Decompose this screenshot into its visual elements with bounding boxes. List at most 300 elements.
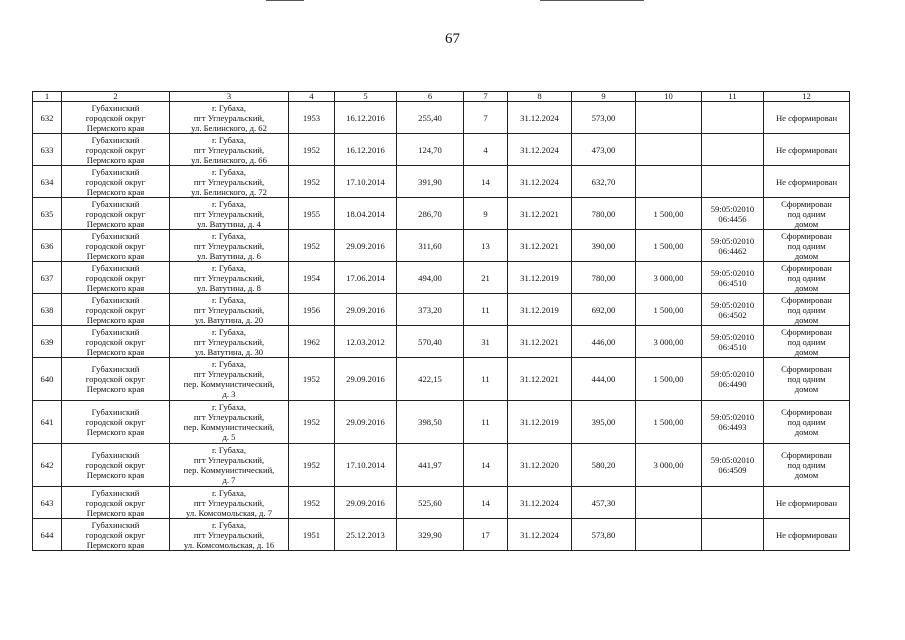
municipality-cell-line: городской округ [85,112,146,123]
column-header: 6 [397,92,464,102]
municipality-cell [62,519,170,551]
recognition-date-cell: 29.09.2016 [335,401,397,444]
column-10-cell: 3 000,00 [636,326,702,358]
build-year-cell: 1956 [289,294,335,326]
municipality-cell-line: Губахинский [91,450,140,460]
address-cell-line: ул. Ватутина, д. 20 [194,314,264,325]
status-cell-line: Не сформирован [775,529,838,540]
column-10-cell: 1 500,00 [636,294,702,326]
address-cell [170,444,289,487]
status-cell-line: Сформирован [781,326,832,337]
address-cell-line: ул. Ватутина, д. 6 [197,250,261,261]
build-year-cell: 1954 [289,262,335,294]
area-cell: 124,70 [397,134,464,166]
address-cell-line: пер. Коммунистический, [183,465,275,475]
residents-cell: 11 [464,401,508,444]
cadastral-number-cell [702,401,764,444]
build-year-cell: 1951 [289,519,335,551]
municipality-cell-line: городской округ [85,336,146,347]
municipality-cell-line: городской округ [85,272,146,283]
municipality-cell-line: Губахинский [91,487,140,498]
area-cell: 441,97 [397,444,464,487]
recognition-date-cell: 18.04.2014 [335,198,397,230]
column-number-row [33,92,850,102]
municipality-cell [62,401,170,444]
residents-cell: 9 [464,198,508,230]
municipality-cell [62,444,170,487]
address-cell-line: пгт Углеуральский, [193,529,265,540]
recognition-date-cell: 29.09.2016 [335,487,397,519]
status-cell [764,102,850,134]
address-cell-line: ул. Белинского, д. 62 [191,122,267,133]
municipality-cell-line: Губахинский [91,326,140,337]
column-9-cell: 780,00 [572,198,636,230]
build-year-cell: 1952 [289,444,335,487]
area-cell: 329,90 [397,519,464,551]
address-cell [170,358,289,401]
municipality-cell-line: Пермского края [86,314,145,325]
status-cell-line: под одним [787,304,826,315]
column-header: 4 [289,92,335,102]
address-cell-line: ул. Комсомольская, д. 7 [185,507,273,518]
cadastral-number-cell-line: 59:05:02010 [710,369,755,379]
cadastral-number-cell-line: 06:4493 [718,422,747,432]
row-number-cell: 637 [33,262,62,294]
deadline-cell: 31.12.2024 [508,102,572,134]
municipality-cell [62,487,170,519]
address-cell [170,262,289,294]
municipality-cell [62,166,170,198]
deadline-cell: 31.12.2024 [508,166,572,198]
column-header: 9 [572,92,636,102]
address-cell-line: д. 7 [222,475,236,485]
build-year-cell: 1962 [289,326,335,358]
address-cell [170,102,289,134]
cadastral-number-cell [702,166,764,198]
recognition-date-cell: 29.09.2016 [335,358,397,401]
municipality-cell-line: городской округ [85,529,146,540]
row-number-cell: 643 [33,487,62,519]
address-cell-line: г. Губаха, [211,166,246,177]
address-cell-line: г. Губаха, [211,487,246,498]
municipality-cell-line: Губахинский [91,364,140,374]
address-cell-line: ул. Ватутина, д. 30 [194,346,264,357]
recognition-date-cell: 17.10.2014 [335,166,397,198]
status-cell-line: домом [794,250,819,261]
residents-cell: 13 [464,230,508,262]
address-cell-line: г. Губаха, [211,262,246,273]
status-cell-line: домом [794,427,819,437]
table-row [33,519,850,551]
cadastral-number-cell [702,358,764,401]
deadline-cell: 31.12.2024 [508,134,572,166]
deadline-cell: 31.12.2019 [508,294,572,326]
municipality-cell-line: Губахинский [91,102,140,113]
row-number-cell: 635 [33,198,62,230]
column-9-cell: 573,80 [572,519,636,551]
cadastral-number-cell-line: 59:05:02010 [710,203,755,214]
status-cell [764,401,850,444]
address-cell-line: пгт Углеуральский, [193,112,265,123]
cadastral-number-cell-line: 06:4509 [718,465,747,475]
column-9-cell: 780,00 [572,262,636,294]
column-10-cell: 3 000,00 [636,262,702,294]
deadline-cell: 31.12.2021 [508,198,572,230]
municipality-cell-line: Пермского края [86,539,145,550]
area-cell: 373,20 [397,294,464,326]
recognition-date-cell: 12.03.2012 [335,326,397,358]
table-row [33,262,850,294]
cadastral-number-cell-line: 06:4510 [718,277,747,288]
municipality-cell-line: Пермского края [86,186,145,197]
municipality-cell-line: Пермского края [86,282,145,293]
deadline-cell: 31.12.2021 [508,358,572,401]
table-body [33,102,850,551]
build-year-cell: 1955 [289,198,335,230]
build-year-cell: 1953 [289,102,335,134]
recognition-date-cell: 16.12.2016 [335,102,397,134]
cadastral-number-cell [702,102,764,134]
municipality-cell [62,326,170,358]
recognition-date-cell: 17.10.2014 [335,444,397,487]
column-header: 10 [636,92,702,102]
address-cell-line: пгт Углеуральский, [193,412,265,422]
column-10-cell [636,487,702,519]
column-9-cell: 444,00 [572,358,636,401]
municipality-cell-line: Пермского края [86,154,145,165]
municipality-cell-line: городской округ [85,304,146,315]
row-number-cell: 644 [33,519,62,551]
cadastral-number-cell-line: 59:05:02010 [710,412,755,422]
municipality-cell-line: городской округ [85,460,146,470]
status-cell-line: Сформирован [781,294,832,305]
status-cell-line: Сформирован [781,262,832,273]
cadastral-number-cell [702,294,764,326]
status-cell [764,294,850,326]
status-cell-line: Не сформирован [775,176,838,187]
address-cell-line: ул. Комсомольская, д. 16 [183,539,275,550]
address-cell-line: д. 3 [222,389,236,399]
address-cell-line: г. Губаха, [211,134,246,145]
deadline-cell: 31.12.2021 [508,326,572,358]
address-cell-line: ул. Белинского, д. 66 [191,154,267,165]
municipality-cell-line: городской округ [85,208,146,219]
address-cell-line: пер. Коммунистический, [183,422,275,432]
area-cell: 422,15 [397,358,464,401]
row-number-cell: 632 [33,102,62,134]
status-cell-line: под одним [787,240,826,251]
residents-cell: 11 [464,294,508,326]
column-10-cell [636,519,702,551]
municipality-cell [62,102,170,134]
status-cell-line: Сформирован [781,450,832,460]
column-header: 8 [508,92,572,102]
municipality-cell-line: Пермского края [86,507,145,518]
address-cell-line: г. Губаха, [211,294,246,305]
address-cell-line: ул. Белинского, д. 72 [191,186,267,197]
municipality-cell-line: Губахинский [91,198,140,209]
municipality-cell-line: Пермского края [86,384,145,394]
housing-registry-table [32,91,850,551]
municipality-cell-line: Пермского края [86,470,145,480]
column-10-cell: 1 500,00 [636,358,702,401]
status-cell-line: домом [794,384,819,394]
build-year-cell: 1952 [289,358,335,401]
column-header: 11 [702,92,764,102]
municipality-cell-line: Губахинский [91,166,140,177]
status-cell [764,134,850,166]
table-row [33,102,850,134]
row-number-cell: 633 [33,134,62,166]
municipality-cell-line: Губахинский [91,134,140,145]
recognition-date-cell: 29.09.2016 [335,230,397,262]
status-cell [764,166,850,198]
column-10-cell [636,102,702,134]
municipality-cell [62,134,170,166]
recognition-date-cell: 29.09.2016 [335,294,397,326]
residents-cell: 17 [464,519,508,551]
address-cell-line: пер. Коммунистический, [183,379,275,389]
residents-cell: 14 [464,166,508,198]
status-cell-line: домом [794,218,819,229]
cadastral-number-cell-line: 59:05:02010 [710,267,755,278]
address-cell [170,487,289,519]
cadastral-number-cell [702,444,764,487]
recognition-date-cell: 25.12.2013 [335,519,397,551]
deadline-cell: 31.12.2024 [508,519,572,551]
address-cell [170,294,289,326]
address-cell-line: г. Губаха, [211,198,246,209]
municipality-cell-line: Пермского края [86,346,145,357]
cadastral-number-cell [702,262,764,294]
top-divider-right [540,0,644,1]
municipality-cell-line: городской округ [85,374,146,384]
municipality-cell-line: Пермского края [86,122,145,133]
column-header: 12 [764,92,850,102]
status-cell [764,444,850,487]
build-year-cell: 1952 [289,230,335,262]
cadastral-number-cell [702,326,764,358]
municipality-cell [62,198,170,230]
table-row [33,326,850,358]
municipality-cell-line: Губахинский [91,230,140,241]
status-cell-line: Сформирован [781,407,832,417]
status-cell [764,198,850,230]
status-cell-line: под одним [787,208,826,219]
cadastral-number-cell [702,519,764,551]
address-cell-line: г. Губаха, [211,102,246,113]
address-cell [170,198,289,230]
municipality-cell-line: городской округ [85,240,146,251]
municipality-cell-line: Губахинский [91,407,140,417]
table-row [33,198,850,230]
area-cell: 525,60 [397,487,464,519]
column-10-cell [636,166,702,198]
table-row [33,166,850,198]
deadline-cell: 31.12.2019 [508,262,572,294]
area-cell: 570,40 [397,326,464,358]
column-10-cell: 1 500,00 [636,230,702,262]
column-header: 7 [464,92,508,102]
municipality-cell-line: Губахинский [91,262,140,273]
municipality-cell [62,358,170,401]
address-cell-line: пгт Углеуральский, [193,369,265,379]
address-cell-line: пгт Углеуральский, [193,272,265,283]
address-cell-line: д. 5 [222,432,236,442]
column-9-cell: 457,30 [572,487,636,519]
municipality-cell-line: городской округ [85,144,146,155]
column-9-cell: 446,00 [572,326,636,358]
address-cell [170,326,289,358]
column-9-cell: 390,00 [572,230,636,262]
column-9-cell: 580,20 [572,444,636,487]
page-number: 67 [445,31,460,47]
table-row [33,230,850,262]
cadastral-number-cell-line: 06:4510 [718,341,747,352]
residents-cell: 4 [464,134,508,166]
municipality-cell-line: Пермского края [86,427,145,437]
top-divider-left [266,0,304,1]
build-year-cell: 1952 [289,134,335,166]
residents-cell: 7 [464,102,508,134]
status-cell [764,487,850,519]
address-cell-line: г. Губаха, [211,230,246,241]
area-cell: 494,00 [397,262,464,294]
row-number-cell: 634 [33,166,62,198]
municipality-cell-line: городской округ [85,497,146,508]
municipality-cell-line: городской округ [85,417,146,427]
recognition-date-cell: 17.06.2014 [335,262,397,294]
cadastral-number-cell [702,134,764,166]
table-row [33,294,850,326]
table-row [33,358,850,401]
address-cell-line: г. Губаха, [211,445,246,455]
cadastral-number-cell-line: 59:05:02010 [710,455,755,465]
column-9-cell: 573,00 [572,102,636,134]
municipality-cell-line: Губахинский [91,294,140,305]
municipality-cell-line: Пермского края [86,250,145,261]
municipality-cell-line: городской округ [85,176,146,187]
municipality-cell [62,230,170,262]
residents-cell: 14 [464,444,508,487]
residents-cell: 21 [464,262,508,294]
municipality-cell-line: Пермского края [86,218,145,229]
address-cell-line: пгт Углеуральский, [193,240,265,251]
cadastral-number-cell-line: 06:4490 [718,379,747,389]
address-cell-line: г. Губаха, [211,519,246,530]
status-cell-line: под одним [787,417,826,427]
column-9-cell: 632,70 [572,166,636,198]
address-cell-line: пгт Углеуральский, [193,176,265,187]
build-year-cell: 1952 [289,487,335,519]
address-cell [170,401,289,444]
column-10-cell: 3 000,00 [636,444,702,487]
column-header: 2 [62,92,170,102]
status-cell-line: Сформирован [781,364,832,374]
residents-cell: 14 [464,487,508,519]
address-cell-line: пгт Углеуральский, [193,455,265,465]
status-cell-line: домом [794,282,819,293]
address-cell-line: пгт Углеуральский, [193,144,265,155]
row-number-cell: 640 [33,358,62,401]
status-cell-line: под одним [787,272,826,283]
cadastral-number-cell-line: 06:4502 [718,309,747,320]
status-cell-line: Не сформирован [775,144,838,155]
column-10-cell: 1 500,00 [636,198,702,230]
column-9-cell: 473,00 [572,134,636,166]
address-cell [170,166,289,198]
address-cell [170,519,289,551]
address-cell-line: пгт Углеуральский, [193,336,265,347]
area-cell: 391,90 [397,166,464,198]
address-cell-line: пгт Углеуральский, [193,208,265,219]
status-cell-line: под одним [787,374,826,384]
status-cell [764,262,850,294]
status-cell-line: домом [794,346,819,357]
status-cell-line: домом [794,470,819,480]
row-number-cell: 639 [33,326,62,358]
row-number-cell: 641 [33,401,62,444]
area-cell: 286,70 [397,198,464,230]
status-cell-line: под одним [787,460,826,470]
address-cell-line: г. Губаха, [211,326,246,337]
area-cell: 255,40 [397,102,464,134]
row-number-cell: 636 [33,230,62,262]
residents-cell: 11 [464,358,508,401]
area-cell: 311,60 [397,230,464,262]
column-header: 1 [33,92,62,102]
address-cell-line: г. Губаха, [211,402,246,412]
municipality-cell [62,294,170,326]
address-cell-line: ул. Ватутина, д. 4 [197,218,261,229]
address-cell [170,134,289,166]
residents-cell: 31 [464,326,508,358]
address-cell-line: ул. Ватутина, д. 8 [197,282,261,293]
status-cell-line: домом [794,314,819,325]
column-10-cell: 1 500,00 [636,401,702,444]
deadline-cell: 31.12.2019 [508,401,572,444]
status-cell [764,230,850,262]
column-header: 5 [335,92,397,102]
row-number-cell: 638 [33,294,62,326]
column-9-cell: 692,00 [572,294,636,326]
cadastral-number-cell [702,487,764,519]
deadline-cell: 31.12.2021 [508,230,572,262]
column-header: 3 [170,92,289,102]
cadastral-number-cell-line: 59:05:02010 [710,299,755,310]
table-row [33,401,850,444]
column-10-cell [636,134,702,166]
cadastral-number-cell [702,230,764,262]
status-cell [764,326,850,358]
row-number-cell: 642 [33,444,62,487]
status-cell-line: под одним [787,336,826,347]
build-year-cell: 1952 [289,401,335,444]
deadline-cell: 31.12.2024 [508,487,572,519]
cadastral-number-cell-line: 06:4462 [718,245,747,256]
status-cell [764,358,850,401]
cadastral-number-cell-line: 59:05:02010 [710,331,755,342]
address-cell-line: г. Губаха, [211,359,246,369]
deadline-cell: 31.12.2020 [508,444,572,487]
status-cell-line: Сформирован [781,198,832,209]
recognition-date-cell: 16.12.2016 [335,134,397,166]
cadastral-number-cell-line: 06:4456 [718,213,747,224]
column-9-cell: 395,00 [572,401,636,444]
municipality-cell-line: Губахинский [91,519,140,530]
address-cell-line: пгт Углеуральский, [193,497,265,508]
build-year-cell: 1952 [289,166,335,198]
